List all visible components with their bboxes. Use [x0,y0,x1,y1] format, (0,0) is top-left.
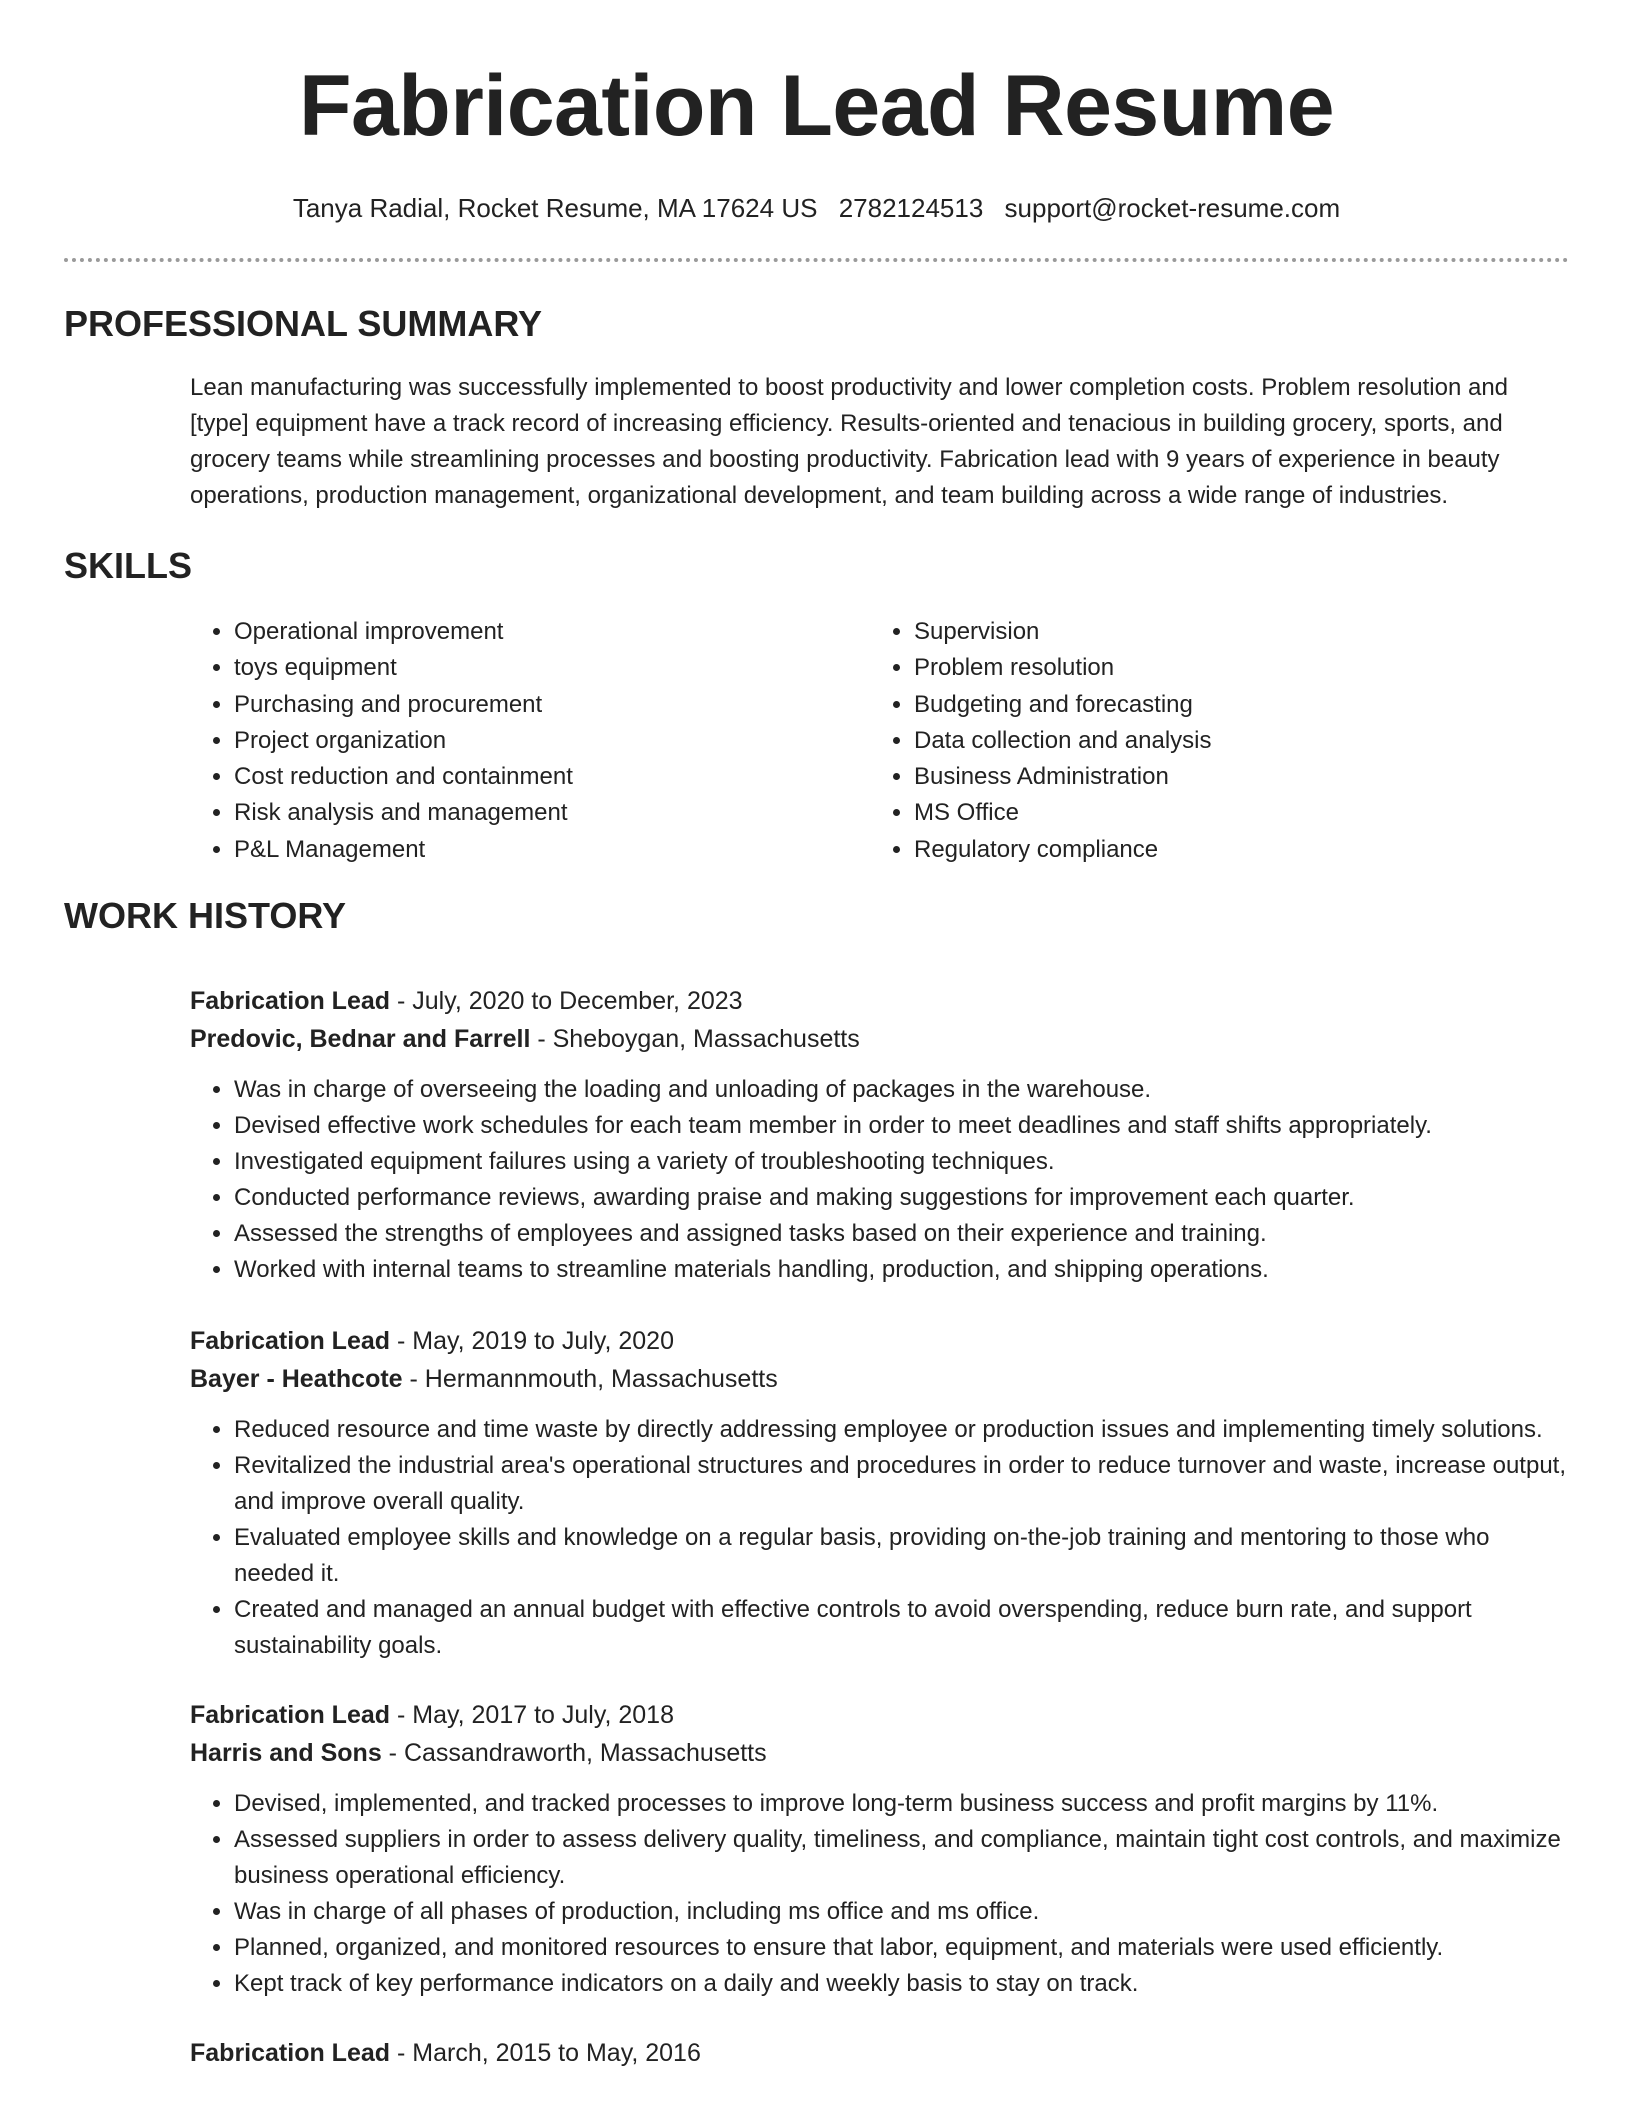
job-dates: - May, 2019 to July, 2020 [390,1327,674,1356]
job-company: Predovic, Bednar and Farrell [190,1025,531,1054]
resume-title: Fabrication Lead Resume [298,58,1335,154]
job-location: - Cassandraworth, Massachusetts [381,1739,767,1768]
job-bullet: • Devised, implemented, and tracked processes to improve long-term business success and profit margins by 11%. [234,1786,1569,1822]
skill-item: • Risk analysis and management [234,795,870,831]
job-company-line [190,1360,1569,1398]
skill-item: • Regulatory compliance [914,832,1212,868]
skill-item: • Data collection and analysis [914,723,1212,759]
skill-item: • Cost reduction and containment [234,759,870,795]
skill-item: • Budgeting and forecasting [914,687,1212,723]
job-title-line [190,1696,1569,1734]
skills-list [190,614,1569,868]
skill-item: • Problem resolution [914,650,1212,686]
contact-email: support@rocket-resume.com [1004,193,1341,223]
job-bullet: • Created and managed an annual budget with effective controls to avoid overspending, reduce burn rate, and support sustainability goals. [234,1592,1569,1664]
contact-address: Tanya Radial, Rocket Resume, MA 17624 US [292,193,818,223]
job-title-line [190,2034,1569,2072]
contact-phone: 2782124513 [838,193,984,223]
job-bullet: • Was in charge of overseeing the loading and unloading of packages in the warehouse. [234,1072,1569,1108]
summary-text: Lean manufacturing was successfully implemented to boost productivity and lower completion costs. Problem resolution and [type] equipment have a track record of increasing efficiency. Results-oriented and tenacious in building grocery, sports, and grocery teams while streamlining processes and boosting productivity. Fabrication lead with 9 years of experience in beauty operations, production management, organizational development, and team building across a wide range of industries. [190,374,1509,509]
job-dates: - July, 2020 to December, 2023 [390,987,743,1016]
job-entry [190,1696,1569,2002]
work-history-heading: WORK HISTORY [64,895,347,937]
job-bullet: • Conducted performance reviews, awarding praise and making suggestions for improvement each quarter. [234,1180,1569,1216]
skill-item: • Supervision [914,614,1212,650]
job-title: Fabrication Lead [190,987,391,1016]
skill-item: • Business Administration [914,759,1212,795]
job-title: Fabrication Lead [190,2039,391,2068]
job-bullet: • Worked with internal teams to streamline materials handling, production, and shipping operations. [234,1252,1569,1288]
job-company: Bayer - Heathcote [190,1365,403,1394]
job-bullet: • Reduced resource and time waste by directly addressing employee or production issues and implementing timely solutions. [234,1412,1569,1448]
skill-item: • Project organization [234,723,870,759]
skill-item: • toys equipment [234,650,870,686]
job-title: Fabrication Lead [190,1327,391,1356]
job-bullet: • Assessed suppliers in order to assess delivery quality, timeliness, and compliance, maintain tight cost controls, and maximize business operational efficiency. [234,1822,1569,1894]
job-bullet: • Evaluated employee skills and knowledge on a regular basis, providing on-the-job training and mentoring to those who needed it. [234,1520,1569,1592]
job-bullet: • Planned, organized, and monitored resources to ensure that labor, equipment, and materials were used efficiently. [234,1930,1569,1966]
skill-item: • Operational improvement [234,614,870,650]
job-dates: - March, 2015 to May, 2016 [390,2039,701,2068]
job-title: Fabrication Lead [190,1701,391,1730]
job-entry [190,1322,1569,1664]
job-location: - Hermannmouth, Massachusetts [402,1365,778,1394]
job-entry [190,982,1569,1288]
job-bullet: • Devised effective work schedules for each team member in order to meet deadlines and staff shifts appropriately. [234,1108,1569,1144]
skills-column-right [870,614,1212,868]
summary-heading: PROFESSIONAL SUMMARY [64,303,543,344]
job-title-line [190,982,1569,1020]
job-bullets [190,1786,1569,2002]
job-dates: - May, 2017 to July, 2018 [390,1701,674,1730]
job-title-line [190,1322,1569,1360]
skill-item: • Purchasing and procurement [234,687,870,723]
skills-heading: SKILLS [64,545,193,586]
job-bullets [190,1412,1569,1664]
job-bullet: • Kept track of key performance indicators on a daily and weekly basis to stay on track. [234,1966,1569,2002]
skill-item: • P&L Management [234,832,870,868]
job-company-line [190,1734,1569,1772]
skills-column-left [190,614,870,868]
job-location: - Sheboygan, Massachusetts [530,1025,860,1054]
header-divider [64,258,1569,262]
resume-page [64,0,1569,2072]
job-bullet: • Assessed the strengths of employees and assigned tasks based on their experience and training. [234,1216,1569,1252]
job-bullet: • Investigated equipment failures using a variety of troubleshooting techniques. [234,1144,1569,1180]
job-company-line [190,1020,1569,1058]
job-bullet: • Was in charge of all phases of production, including ms office and ms office. [234,1894,1569,1930]
job-entry [190,2034,1569,2072]
contact-line [64,192,1569,224]
job-bullet: • Revitalized the industrial area's operational structures and procedures in order to reduce turnover and waste, increase output, and improve overall quality. [234,1448,1569,1520]
skill-item: • MS Office [914,795,1212,831]
job-company: Harris and Sons [190,1739,382,1768]
job-bullets [190,1072,1569,1288]
